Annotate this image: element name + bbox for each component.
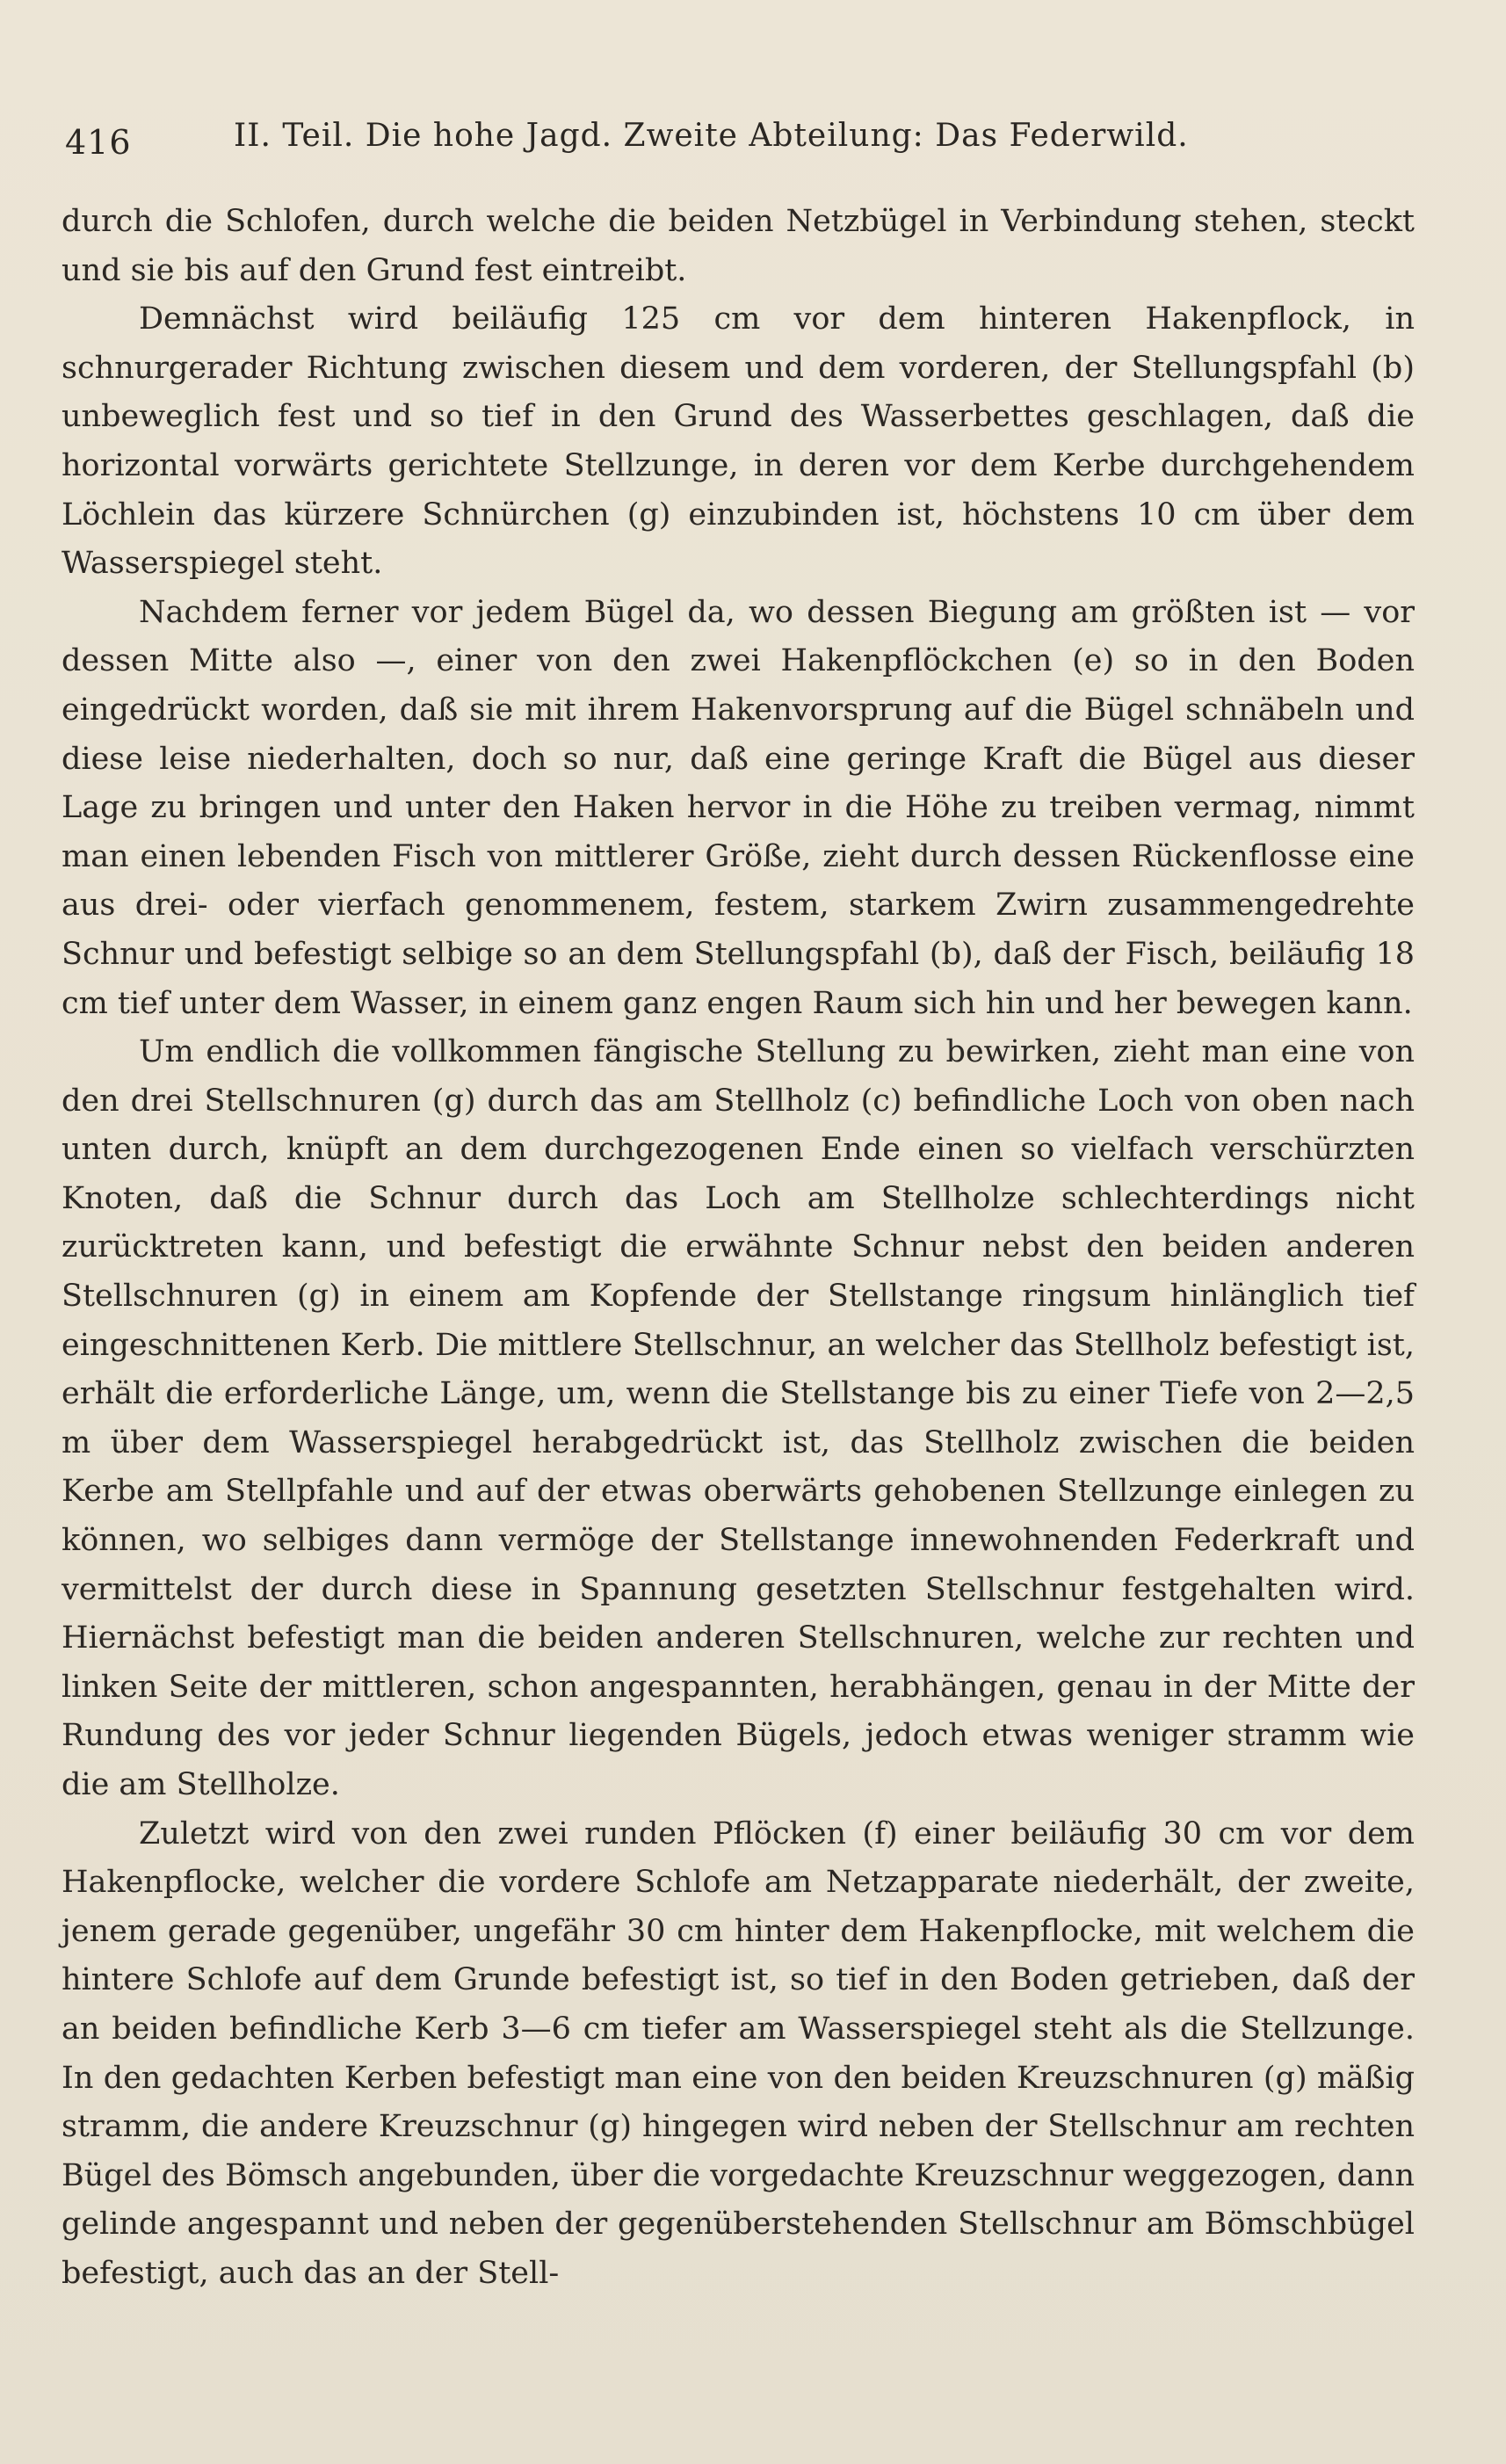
running-head: II. Teil. Die hohe Jagd. Zweite Abteilung: Das Federwild. — [234, 118, 1189, 154]
paragraph: Nachdem ferner vor jedem Bügel da, wo dessen Biegung am größten ist — vor dessen Mitte also —, einer von den zwei Hakenpflöckchen (e) so in den Boden eingedrückt worden, daß sie mit ihrem Hakenvorsprung auf die Bügel schnäbeln und diese leise niederhalten, doch so nur, daß eine geringe Kraft die Bügel aus dieser Lage zu bringen und unter den Haken hervor in die Höhe zu treiben vermag, nimmt man einen lebenden Fisch von mittlerer Größe, zieht durch dessen Rückenflosse eine aus drei- oder vierfach genommenem, festem, starkem Zwirn zusammengedrehte Schnur und befestigt selbige so an dem Stellungspfahl (b), daß der Fisch, beiläufig 18 cm tief unter dem Wasser, in einem ganz engen Raum sich hin und her bewegen kann. — [62, 594, 1415, 1021]
paragraph: Zuletzt wird von den zwei runden Pflöcken (f) einer beiläufig 30 cm vor dem Hakenpflocke, welcher die vordere Schlofe am Netzapparate niederhält, der zweite, jenem gerade gegenüber, ungefähr 30 cm hinter dem Hakenpflocke, mit welchem die hintere Schlofe auf dem Grunde befestigt ist, so tief in den Boden getrieben, daß der an beiden befindliche Kerb 3—6 cm tiefer am Wasserspiegel steht als die Stellzunge. In den gedachten Kerben befestigt man eine von den beiden Kreuzschnuren (g) mäßig stramm, die andere Kreuzschnur (g) hingegen wird neben der Stellschnur am rechten Bügel des Bömsch angebunden, über die vorgedachte Kreuzschnur weggezogen, dann gelinde angespannt und neben der gegenüberstehenden Stellschnur am Bömschbügel befestigt, auch das an der Stell- — [62, 1815, 1415, 2291]
paragraph: durch die Schlofen, durch welche die beiden Netzbügel in Verbindung stehen, steckt und sie bis auf den Grund fest eintreibt. — [62, 204, 1415, 288]
page-header — [62, 118, 1432, 170]
paragraph: Um endlich die vollkommen fängische Stellung zu bewirken, zieht man eine von den drei Stellschnuren (g) durch das am Stellholz (c) befindliche Loch von oben nach unten durch, knüpft an dem durchgezogenen Ende einen so vielfach verschürzten Knoten, daß die Schnur durch das Loch am Stellholze schlechterdings nicht zurücktreten kann, und befestigt die erwähnte Schnur nebst den beiden anderen Stellschnuren (g) in einem am Kopfende der Stellstange ringsum hinlänglich tief eingeschnittenen Kerb. Die mittlere Stellschnur, an welcher das Stellholz befestigt ist, erhält die erforderliche Länge, um, wenn die Stellstange bis zu einer Tiefe von 2—2,5 m über dem Wasserspiegel herabgedrückt ist, das Stellholz zwischen die beiden Kerbe am Stellpfahle und auf der etwas oberwärts gehobenen Stellzunge einlegen zu können, wo selbiges dann vermöge der Stellstange innewohnenden Federkraft und vermittelst der durch diese in Spannung gesetzten Stellschnur festgehalten wird. Hiernächst befestigt man die beiden anderen Stellschnuren, welche zur rechten und linken Seite der mittleren, schon angespannten, herabhängen, genau in der Mitte der Rundung des vor jeder Schnur liegenden Bügels, jedoch etwas weniger stramm wie die am Stellholze. — [62, 1034, 1415, 1802]
page-number: 416 — [65, 123, 132, 162]
paragraph: Demnächst wird beiläufig 125 cm vor dem hinteren Hakenpflock, in schnurgerader Richtung zwischen diesem und dem vorderen, der Stellungspfahl (b) unbeweglich fest und so tief in den Grund des Wasserbettes geschlagen, daß die horizontal vorwärts gerichtete Stellzunge, in deren vor dem Kerbe durchgehendem Löchlein das kürzere Schnürchen (g) einzubinden ist, höchstens 10 cm über dem Wasserspiegel steht. — [62, 301, 1415, 582]
body-text — [62, 198, 1415, 2299]
